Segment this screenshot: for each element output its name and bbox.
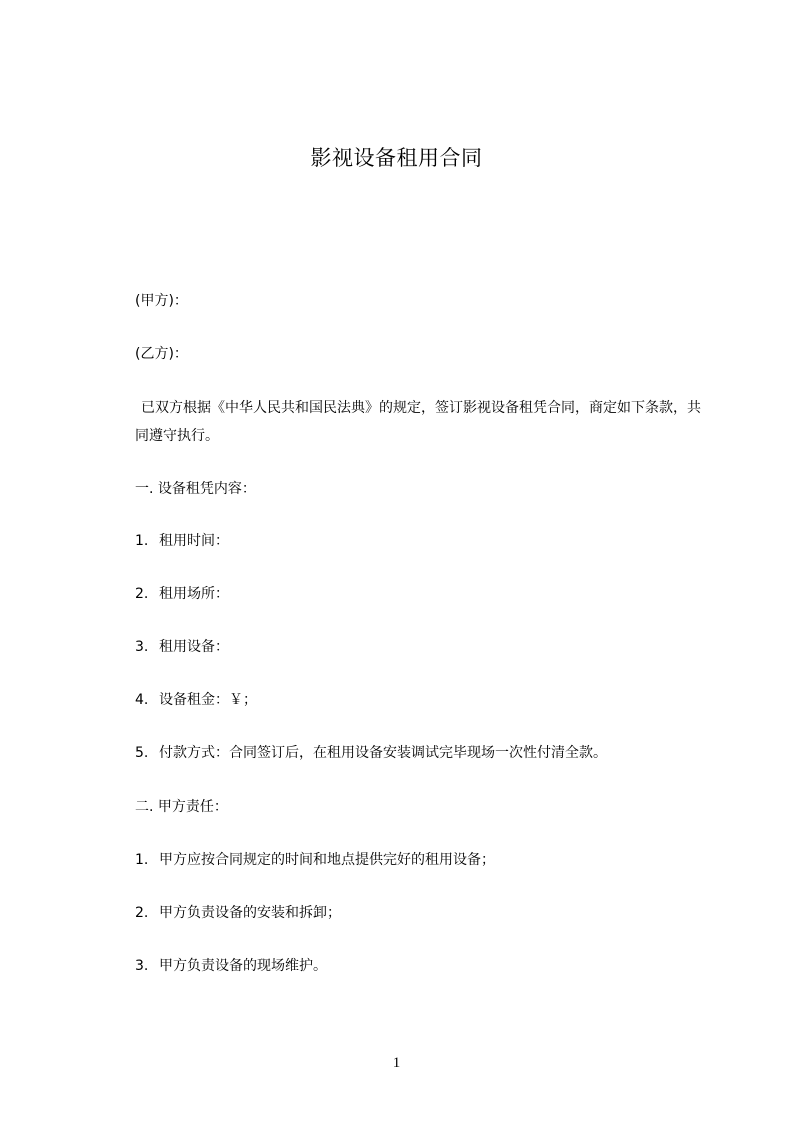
item-text: 甲方负责设备的现场维护。 [159, 958, 327, 974]
item-number: 2. [135, 905, 149, 921]
section1-item-1 [135, 527, 229, 555]
item-number: 1. [135, 852, 149, 868]
item-number: 2. [135, 586, 149, 602]
item-text: 租用设备： [159, 639, 229, 655]
item-text: 租用时间： [159, 533, 229, 549]
section1-item-2 [135, 580, 229, 608]
item-text: 甲方负责设备的安装和拆卸； [159, 905, 341, 921]
section2-heading: 二. 甲方责任： [135, 799, 228, 815]
section2-item-2 [135, 899, 341, 927]
section1-heading: 一. 设备租凭内容： [135, 481, 256, 497]
section2-item-1 [135, 846, 495, 874]
item-text: 租用场所： [159, 586, 229, 602]
section1-item-5 [135, 739, 607, 767]
section1-item-3 [135, 633, 229, 661]
party-a-line: (甲方)： [135, 293, 188, 309]
intro-paragraph [135, 394, 701, 450]
item-number: 4. [135, 692, 149, 708]
page-number: 1 [392, 1055, 401, 1071]
item-text: 付款方式：合同签订后，在租用设备安装调试完毕现场一次性付清全款。 [159, 745, 607, 761]
section2-item-3 [135, 952, 327, 980]
item-number: 3. [135, 958, 149, 974]
document-title: 影视设备租用合同 [310, 146, 483, 170]
section1-item-4 [135, 686, 257, 714]
item-number: 3. [135, 639, 149, 655]
party-b-line: (乙方)： [135, 346, 188, 362]
item-number: 1. [135, 533, 149, 549]
item-number: 5. [135, 745, 149, 761]
intro-text: 已双方根据《中华人民共和国民法典》的规定，签订影视设备租凭合同，商定如下条款，共同遵守执行。 [135, 400, 701, 444]
item-text: 设备租金：￥； [159, 692, 257, 708]
item-text: 甲方应按合同规定的时间和地点提供完好的租用设备； [159, 852, 495, 868]
